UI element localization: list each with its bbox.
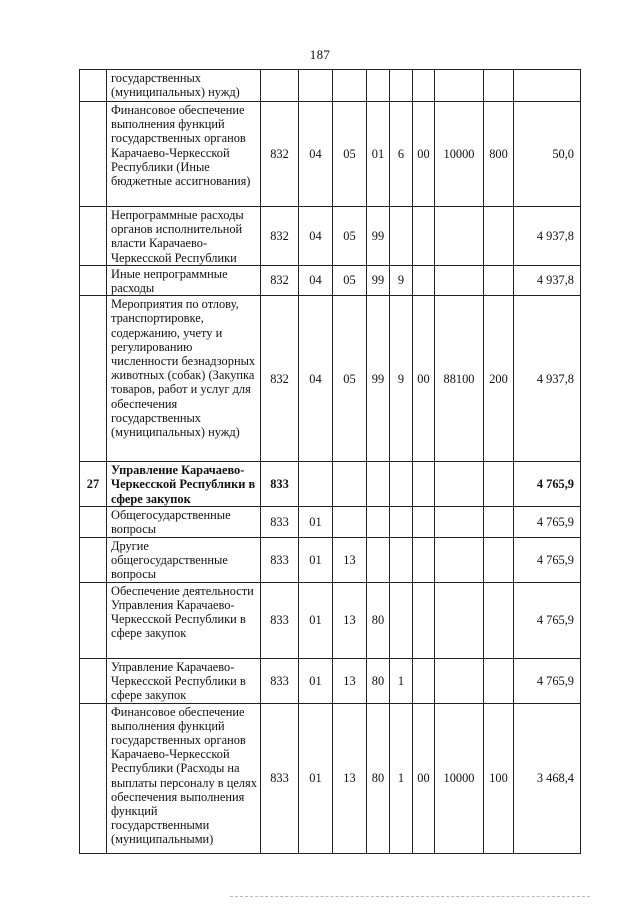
cell-direction-code xyxy=(435,462,484,507)
cell-subprogram-code: 9 xyxy=(390,265,413,295)
cell-ministry-code: 832 xyxy=(261,265,299,295)
cell-expense-name: Финансовое обеспечение выполнения функций государственных органов Карачаево-Черкесской Республики (Иные бюджетные ассигнования) xyxy=(107,102,261,207)
table-row xyxy=(80,537,581,582)
cell-row-number xyxy=(80,296,107,462)
table-row xyxy=(80,462,581,507)
cell-main-activity-code xyxy=(413,507,435,537)
cell-section-code: 04 xyxy=(299,207,333,266)
cell-expense-type-code: 100 xyxy=(484,703,514,853)
cell-main-activity-code xyxy=(413,658,435,703)
cell-program-code: 99 xyxy=(367,207,390,266)
cell-program-code xyxy=(367,462,390,507)
table-row xyxy=(80,70,581,102)
cell-subsection-code: 05 xyxy=(333,207,367,266)
cell-expense-type-code xyxy=(484,462,514,507)
cell-amount: 4 765,9 xyxy=(514,658,581,703)
cell-program-code xyxy=(367,70,390,102)
cell-amount: 4 765,9 xyxy=(514,537,581,582)
cell-section-code: 01 xyxy=(299,658,333,703)
cell-expense-name: Общегосударственные вопросы xyxy=(107,507,261,537)
cell-main-activity-code xyxy=(413,537,435,582)
cell-ministry-code: 833 xyxy=(261,658,299,703)
cell-section-code: 01 xyxy=(299,537,333,582)
cell-expense-name: Мероприятия по отлову, транспортировке, содержанию, учету и регулированию численности безнадзорных животных (собак) (Закупка товаров, работ и услуг для обеспечения государственных (муниципальных) нужд) xyxy=(107,296,261,462)
cell-expense-type-code xyxy=(484,537,514,582)
cell-program-code: 99 xyxy=(367,296,390,462)
cell-expense-type-code xyxy=(484,207,514,266)
cell-ministry-code: 833 xyxy=(261,582,299,658)
cell-program-code: 99 xyxy=(367,265,390,295)
cell-subsection-code: 13 xyxy=(333,703,367,853)
cell-subsection-code xyxy=(333,462,367,507)
cell-amount: 3 468,4 xyxy=(514,703,581,853)
cell-expense-name: Управление Карачаево-Черкесской Республики в сфере закупок xyxy=(107,658,261,703)
cell-row-number xyxy=(80,70,107,102)
cell-main-activity-code xyxy=(413,207,435,266)
cell-direction-code xyxy=(435,658,484,703)
cell-expense-name: Другие общегосударственные вопросы xyxy=(107,537,261,582)
cell-subsection-code xyxy=(333,507,367,537)
cell-amount: 4 765,9 xyxy=(514,507,581,537)
cell-section-code: 04 xyxy=(299,296,333,462)
cell-main-activity-code: 00 xyxy=(413,296,435,462)
cell-subsection-code: 05 xyxy=(333,102,367,207)
cell-expense-type-code: 200 xyxy=(484,296,514,462)
table-row xyxy=(80,658,581,703)
cell-direction-code: 10000 xyxy=(435,703,484,853)
cell-direction-code: 88100 xyxy=(435,296,484,462)
table-row xyxy=(80,207,581,266)
cell-ministry-code: 833 xyxy=(261,703,299,853)
cell-ministry-code xyxy=(261,70,299,102)
cell-amount: 4 765,9 xyxy=(514,582,581,658)
cell-subprogram-code: 1 xyxy=(390,658,413,703)
cell-amount: 50,0 xyxy=(514,102,581,207)
table-row xyxy=(80,582,581,658)
cell-main-activity-code: 00 xyxy=(413,102,435,207)
cell-subprogram-code: 9 xyxy=(390,296,413,462)
cell-direction-code xyxy=(435,70,484,102)
footer-scan-line xyxy=(230,896,590,898)
cell-expense-type-code xyxy=(484,507,514,537)
cell-ministry-code: 832 xyxy=(261,296,299,462)
page-number: 187 xyxy=(309,47,331,62)
cell-subsection-code: 13 xyxy=(333,658,367,703)
cell-subprogram-code xyxy=(390,507,413,537)
cell-ministry-code: 833 xyxy=(261,462,299,507)
budget-table xyxy=(79,69,581,854)
cell-row-number: 27 xyxy=(80,462,107,507)
cell-subsection-code xyxy=(333,70,367,102)
cell-amount: 4 937,8 xyxy=(514,265,581,295)
cell-row-number xyxy=(80,265,107,295)
cell-section-code: 01 xyxy=(299,582,333,658)
cell-section-code xyxy=(299,70,333,102)
cell-row-number xyxy=(80,703,107,853)
cell-amount: 4 765,9 xyxy=(514,462,581,507)
cell-expense-name: государственных (муниципальных) нужд) xyxy=(107,70,261,102)
cell-section-code: 01 xyxy=(299,507,333,537)
cell-main-activity-code xyxy=(413,582,435,658)
table-row xyxy=(80,296,581,462)
cell-main-activity-code: 00 xyxy=(413,703,435,853)
cell-direction-code xyxy=(435,265,484,295)
cell-program-code: 80 xyxy=(367,658,390,703)
cell-row-number xyxy=(80,207,107,266)
cell-expense-type-code: 800 xyxy=(484,102,514,207)
table-row xyxy=(80,102,581,207)
cell-program-code xyxy=(367,537,390,582)
cell-main-activity-code xyxy=(413,462,435,507)
table-body xyxy=(80,70,581,854)
cell-subsection-code: 05 xyxy=(333,265,367,295)
cell-row-number xyxy=(80,507,107,537)
cell-expense-name: Непрограммные расходы органов исполнительной власти Карачаево-Черкесской Республики xyxy=(107,207,261,266)
cell-program-code xyxy=(367,507,390,537)
cell-row-number xyxy=(80,658,107,703)
cell-expense-name: Иные непрограммные расходы xyxy=(107,265,261,295)
table-row xyxy=(80,265,581,295)
cell-section-code: 04 xyxy=(299,265,333,295)
cell-main-activity-code xyxy=(413,70,435,102)
cell-direction-code xyxy=(435,582,484,658)
cell-subsection-code: 13 xyxy=(333,537,367,582)
cell-subsection-code: 13 xyxy=(333,582,367,658)
cell-section-code: 04 xyxy=(299,102,333,207)
cell-subprogram-code xyxy=(390,582,413,658)
cell-subprogram-code: 6 xyxy=(390,102,413,207)
cell-direction-code xyxy=(435,507,484,537)
cell-expense-type-code xyxy=(484,658,514,703)
cell-amount: 4 937,8 xyxy=(514,296,581,462)
cell-ministry-code: 832 xyxy=(261,207,299,266)
cell-program-code: 80 xyxy=(367,582,390,658)
cell-direction-code: 10000 xyxy=(435,102,484,207)
cell-row-number xyxy=(80,582,107,658)
cell-row-number xyxy=(80,102,107,207)
cell-section-code xyxy=(299,462,333,507)
cell-ministry-code: 833 xyxy=(261,507,299,537)
cell-direction-code xyxy=(435,537,484,582)
cell-expense-name: Финансовое обеспечение выполнения функций государственных органов Карачаево-Черкесской Республики (Расходы на выплаты персоналу в целях обеспечения выполнения функций государственными (муниципальными) xyxy=(107,703,261,853)
cell-subprogram-code xyxy=(390,462,413,507)
cell-program-code: 01 xyxy=(367,102,390,207)
table-row xyxy=(80,703,581,853)
cell-expense-name: Управление Карачаево-Черкесской Республики в сфере закупок xyxy=(107,462,261,507)
table-row xyxy=(80,507,581,537)
cell-main-activity-code xyxy=(413,265,435,295)
cell-amount xyxy=(514,70,581,102)
cell-expense-type-code xyxy=(484,582,514,658)
cell-row-number xyxy=(80,537,107,582)
cell-ministry-code: 832 xyxy=(261,102,299,207)
cell-subprogram-code xyxy=(390,70,413,102)
cell-expense-type-code xyxy=(484,265,514,295)
cell-subprogram-code: 1 xyxy=(390,703,413,853)
cell-section-code: 01 xyxy=(299,703,333,853)
cell-subprogram-code xyxy=(390,537,413,582)
cell-amount: 4 937,8 xyxy=(514,207,581,266)
cell-subsection-code: 05 xyxy=(333,296,367,462)
cell-ministry-code: 833 xyxy=(261,537,299,582)
cell-direction-code xyxy=(435,207,484,266)
cell-program-code: 80 xyxy=(367,703,390,853)
cell-subprogram-code xyxy=(390,207,413,266)
cell-expense-type-code xyxy=(484,70,514,102)
cell-expense-name: Обеспечение деятельности Управления Карачаево-Черкесской Республики в сфере закупок xyxy=(107,582,261,658)
